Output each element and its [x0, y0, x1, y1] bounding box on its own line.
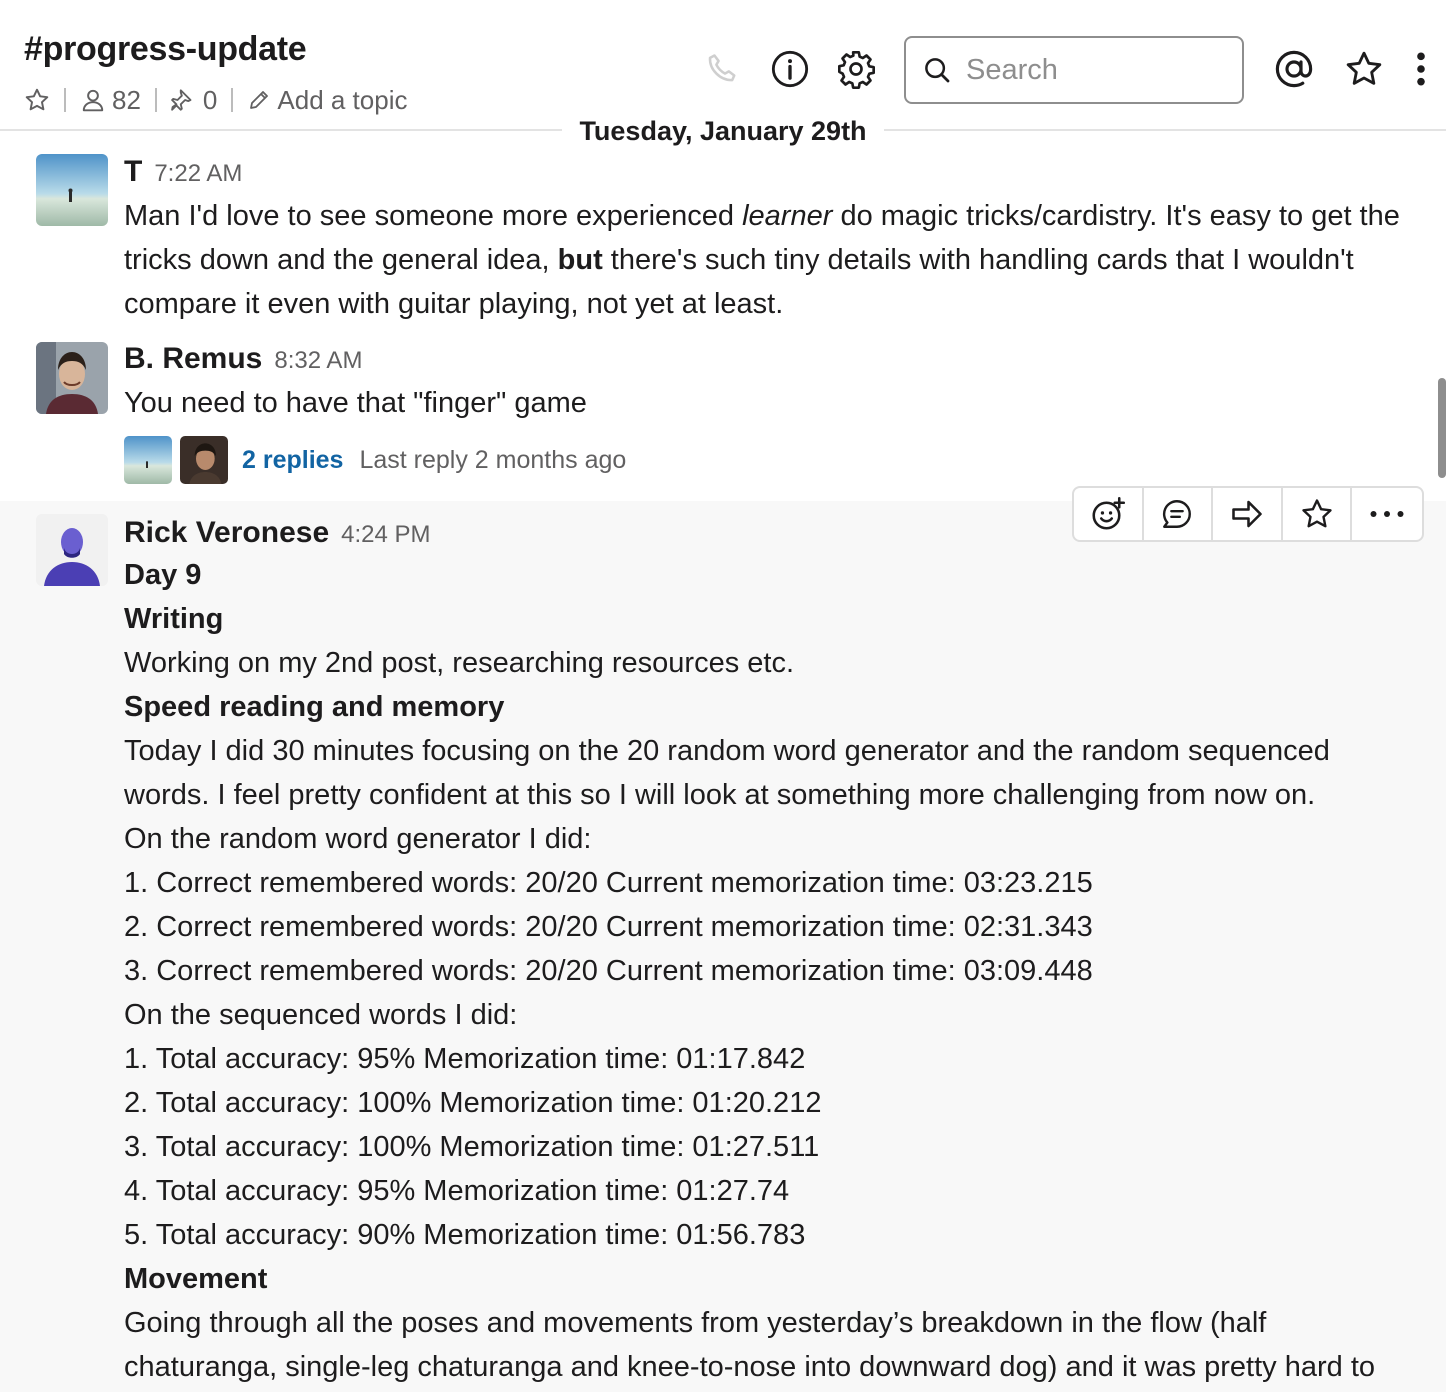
- channel-details-button[interactable]: [769, 48, 811, 90]
- add-topic-label: Add a topic: [277, 84, 408, 115]
- start-thread-button[interactable]: [1144, 488, 1214, 540]
- divider: [231, 88, 233, 112]
- message-text: On the sequenced words I did:: [124, 999, 518, 1031]
- speech-bubble-icon: [1160, 497, 1194, 531]
- star-icon: [1300, 497, 1334, 531]
- message-section-heading: Writing: [124, 603, 224, 635]
- message-text: 3. Total accuracy: 100% Memorization time: 01:27.511: [124, 1131, 820, 1163]
- avatar-person-image: [36, 514, 108, 586]
- scrollbar-thumb[interactable]: [1438, 378, 1446, 478]
- message-text: 1. Total accuracy: 95% Memorization time: 01:17.842: [124, 1043, 806, 1075]
- gear-icon: [836, 49, 876, 89]
- avatar[interactable]: [36, 342, 108, 414]
- message-body: [124, 381, 1434, 425]
- thread-last-reply: Last reply 2 months ago: [359, 445, 627, 474]
- avatar-person-image: [36, 342, 108, 414]
- channel-meta: [24, 82, 407, 118]
- message-text: Going through all the poses and movements from yesterday’s breakdown in the flow (half: [124, 1307, 1267, 1339]
- star-icon: [1344, 49, 1384, 89]
- message-text: compare it even with guitar playing, not yet at least.: [124, 288, 784, 320]
- avatar-person-image: [180, 436, 228, 484]
- message-text: 2. Total accuracy: 100% Memorization time: 01:20.212: [124, 1087, 822, 1119]
- thread-summary[interactable]: [124, 436, 626, 484]
- at-sign-icon: [1273, 48, 1315, 90]
- message-text: tricks down and the general idea,: [124, 244, 558, 276]
- message-author[interactable]: T: [124, 155, 143, 188]
- member-count-button[interactable]: [80, 85, 141, 116]
- thread-replies-link[interactable]: 2 replies: [242, 445, 344, 474]
- message-text: Today I did 30 minutes focusing on the 20 random word generator and the random sequenced: [124, 735, 1330, 767]
- arrow-right-icon: [1229, 496, 1265, 532]
- message-timestamp[interactable]: 8:32 AM: [274, 347, 363, 374]
- message-text: 5. Total accuracy: 90% Memorization time: 01:56.783: [124, 1219, 806, 1251]
- message-section-heading: Movement: [124, 1263, 268, 1295]
- message-text: Man I'd love to see someone more experienced: [124, 200, 743, 232]
- info-icon: [770, 49, 810, 89]
- thread-participant-avatar: [180, 436, 228, 484]
- add-topic-button[interactable]: [247, 85, 407, 116]
- avatar[interactable]: [36, 154, 108, 226]
- star-icon: [24, 87, 50, 113]
- message-section-heading: Day 9: [124, 559, 202, 591]
- pinned-count-button[interactable]: [171, 85, 217, 116]
- add-reaction-button[interactable]: [1074, 488, 1144, 540]
- channel-title[interactable]: #progress-update: [24, 30, 307, 68]
- message-text-italic: learner: [742, 200, 833, 232]
- message-actions-toolbar: [1072, 486, 1424, 542]
- search-box[interactable]: [904, 36, 1244, 104]
- vertical-ellipsis-icon: [1415, 50, 1427, 88]
- message-rick-veronese: [0, 501, 1446, 1392]
- message-text: 4. Total accuracy: 95% Memorization time: 01:27.74: [124, 1175, 790, 1207]
- message-timestamp[interactable]: 4:24 PM: [341, 521, 431, 548]
- message-text-bold: but: [557, 244, 603, 276]
- message-text: 2. Correct remembered words: 20/20 Current memorization time: 02:31.343: [124, 911, 1093, 943]
- emoji-add-icon: [1090, 496, 1126, 532]
- message-body: [124, 553, 1434, 1389]
- more-options-button[interactable]: [1400, 48, 1442, 90]
- call-button[interactable]: [702, 48, 744, 90]
- person-icon: [80, 87, 106, 113]
- avatar-beach-image: [36, 154, 108, 226]
- channel-settings-button[interactable]: [835, 48, 877, 90]
- message-section-heading: Speed reading and memory: [124, 691, 505, 723]
- message-text: 3. Correct remembered words: 20/20 Current memorization time: 03:09.448: [124, 955, 1093, 987]
- message-author[interactable]: B. Remus: [124, 342, 263, 375]
- divider: [155, 88, 157, 112]
- message-text: do magic tricks/cardistry. It's easy to get the: [832, 200, 1400, 232]
- avatar[interactable]: [36, 514, 108, 586]
- message-text: words. I feel pretty confident at this so I will look at something more challenging from now on.: [124, 779, 1316, 811]
- mentions-button[interactable]: [1273, 48, 1315, 90]
- message-text: 1. Correct remembered words: 20/20 Current memorization time: 03:23.215: [124, 867, 1093, 899]
- phone-icon: [704, 50, 742, 88]
- pin-icon: [171, 87, 197, 113]
- horizontal-ellipsis-icon: [1369, 509, 1405, 519]
- avatar-beach-image: [124, 436, 172, 484]
- message-text: there's such tiny details with handling cards that I wouldn't: [602, 244, 1354, 276]
- message-author[interactable]: Rick Veronese: [124, 516, 330, 549]
- thread-participant-avatar: [124, 436, 172, 484]
- pinned-count: 0: [202, 84, 218, 115]
- pencil-icon: [247, 88, 271, 112]
- search-icon: [922, 55, 952, 85]
- message-text: Working on my 2nd post, researching resources etc.: [124, 647, 795, 679]
- more-actions-button[interactable]: [1352, 488, 1422, 540]
- message-body: [124, 194, 1434, 326]
- starred-items-button[interactable]: [1343, 48, 1385, 90]
- search-input[interactable]: [966, 54, 1226, 87]
- save-message-button[interactable]: [1283, 488, 1353, 540]
- message-text: You need to have that "finger" game: [124, 387, 587, 419]
- date-divider[interactable]: Tuesday, January 29th: [562, 112, 884, 150]
- share-message-button[interactable]: [1213, 488, 1283, 540]
- message-t: [0, 131, 1446, 337]
- member-count: 82: [112, 84, 141, 115]
- star-channel-button[interactable]: [24, 87, 50, 113]
- message-text: chaturanga, single-leg chaturanga and knee-to-nose into downward dog) and it was pretty hard to: [124, 1351, 1376, 1383]
- divider: [64, 88, 66, 112]
- message-text: On the random word generator I did:: [124, 823, 592, 855]
- message-timestamp[interactable]: 7:22 AM: [154, 160, 243, 187]
